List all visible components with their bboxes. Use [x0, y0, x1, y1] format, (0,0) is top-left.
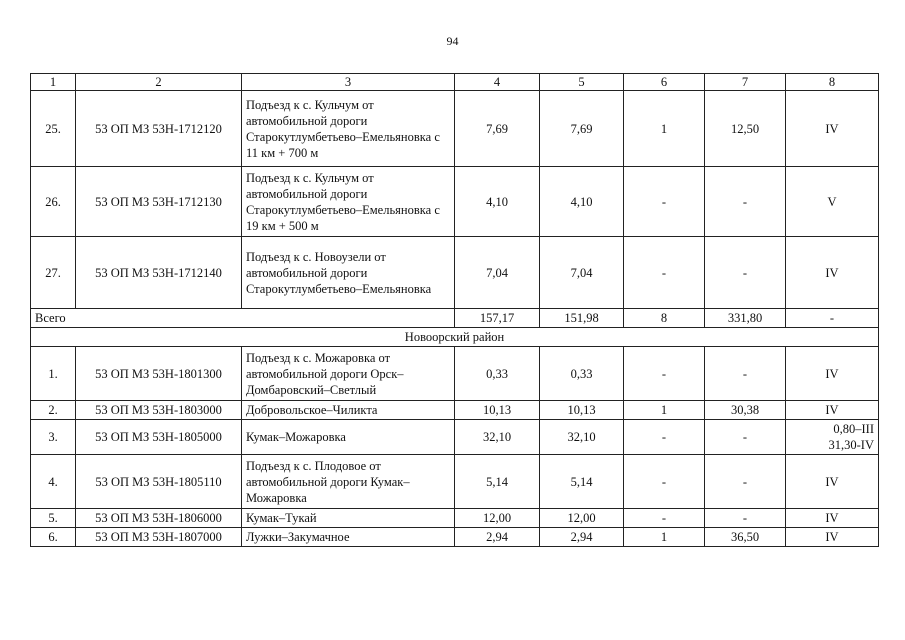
column-number: 2	[76, 74, 242, 91]
row-number: 1.	[31, 347, 76, 401]
table-row	[31, 455, 879, 509]
cell-col4: 2,94	[455, 528, 540, 547]
cell-col7: -	[705, 237, 786, 309]
road-code: 53 ОП МЗ 53Н-1803000	[76, 401, 242, 420]
cell-col6: -	[624, 420, 705, 455]
road-code: 53 ОП МЗ 53Н-1712130	[76, 167, 242, 237]
road-name: Лужки–Закумачное	[242, 528, 455, 547]
road-register-table	[30, 73, 879, 547]
cell-col8: V	[786, 167, 879, 237]
cell-col7: 30,38	[705, 401, 786, 420]
cell-col5: 10,13	[540, 401, 624, 420]
cell-col4: 32,10	[455, 420, 540, 455]
table-row	[31, 420, 879, 455]
road-code: 53 ОП МЗ 53Н-1712120	[76, 91, 242, 167]
cell-col6: -	[624, 167, 705, 237]
cell-col6: 1	[624, 401, 705, 420]
table-row	[31, 401, 879, 420]
road-name: Подъезд к с. Кульчум от автомобильной дороги Старокутлумбетьево–Емельяновка с 11 км + 700 м	[242, 91, 455, 167]
row-number: 27.	[31, 237, 76, 309]
road-code: 53 ОП МЗ 53Н-1806000	[76, 509, 242, 528]
column-number: 4	[455, 74, 540, 91]
road-code: 53 ОП МЗ 53Н-1805110	[76, 455, 242, 509]
column-number: 1	[31, 74, 76, 91]
table-row	[31, 91, 879, 167]
cell-col8: IV	[786, 91, 879, 167]
cell-col8: 0,80–III 31,30-IV	[786, 420, 879, 455]
column-number: 5	[540, 74, 624, 91]
total-col4: 157,17	[455, 309, 540, 328]
total-row	[31, 309, 879, 328]
cell-col8: IV	[786, 509, 879, 528]
total-col6: 8	[624, 309, 705, 328]
page-number: 94	[446, 34, 459, 48]
total-col7: 331,80	[705, 309, 786, 328]
cell-col8: IV	[786, 401, 879, 420]
row-number: 6.	[31, 528, 76, 547]
column-number: 7	[705, 74, 786, 91]
total-col8: -	[786, 309, 879, 328]
row-number: 5.	[31, 509, 76, 528]
cell-col7: -	[705, 347, 786, 401]
road-code: 53 ОП МЗ 53Н-1712140	[76, 237, 242, 309]
road-name: Кумак–Тукай	[242, 509, 455, 528]
cell-col4: 7,04	[455, 237, 540, 309]
road-code: 53 ОП МЗ 53Н-1801300	[76, 347, 242, 401]
column-number: 8	[786, 74, 879, 91]
cell-col8: IV	[786, 528, 879, 547]
row-number: 26.	[31, 167, 76, 237]
road-name: Добровольское–Чиликта	[242, 401, 455, 420]
cell-col5: 32,10	[540, 420, 624, 455]
cell-col8: IV	[786, 455, 879, 509]
table-row	[31, 167, 879, 237]
column-number: 6	[624, 74, 705, 91]
cell-col5: 2,94	[540, 528, 624, 547]
cell-col7: 36,50	[705, 528, 786, 547]
road-name: Подъезд к с. Новоузели от автомобильной дороги Старокутлумбетьево–Емельяновка	[242, 237, 455, 309]
cell-col7: -	[705, 167, 786, 237]
cell-col6: -	[624, 455, 705, 509]
table-row	[31, 347, 879, 401]
cell-col7: -	[705, 455, 786, 509]
road-code: 53 ОП МЗ 53Н-1807000	[76, 528, 242, 547]
row-number: 3.	[31, 420, 76, 455]
table-row	[31, 528, 879, 547]
road-name: Подъезд к с. Плодовое от автомобильной дороги Кумак–Можаровка	[242, 455, 455, 509]
section-row	[31, 328, 879, 347]
row-number: 2.	[31, 401, 76, 420]
cell-col8: IV	[786, 347, 879, 401]
cell-col4: 5,14	[455, 455, 540, 509]
column-number-row	[31, 74, 879, 91]
cell-col6: -	[624, 347, 705, 401]
row-number: 25.	[31, 91, 76, 167]
cell-col4: 4,10	[455, 167, 540, 237]
cell-col6: 1	[624, 528, 705, 547]
total-label: Всего	[31, 309, 455, 328]
road-name: Подъезд к с. Кульчум от автомобильной дороги Старокутлумбетьево–Емельяновка с 19 км + 500 м	[242, 167, 455, 237]
cell-col8: IV	[786, 237, 879, 309]
cell-col7: 12,50	[705, 91, 786, 167]
cell-col5: 12,00	[540, 509, 624, 528]
cell-col4: 7,69	[455, 91, 540, 167]
cell-col6: -	[624, 509, 705, 528]
road-name: Подъезд к с. Можаровка от автомобильной дороги Орск–Домбаровский–Светлый	[242, 347, 455, 401]
table-row	[31, 237, 879, 309]
cell-col4: 0,33	[455, 347, 540, 401]
cell-col7: -	[705, 420, 786, 455]
cell-col4: 12,00	[455, 509, 540, 528]
cell-col6: 1	[624, 91, 705, 167]
cell-col5: 0,33	[540, 347, 624, 401]
road-name: Кумак–Можаровка	[242, 420, 455, 455]
row-number: 4.	[31, 455, 76, 509]
road-code: 53 ОП МЗ 53Н-1805000	[76, 420, 242, 455]
cell-col7: -	[705, 509, 786, 528]
cell-col5: 7,04	[540, 237, 624, 309]
section-title: Новоорский район	[31, 328, 879, 347]
column-number: 3	[242, 74, 455, 91]
cell-col4: 10,13	[455, 401, 540, 420]
cell-col6: -	[624, 237, 705, 309]
table-row	[31, 509, 879, 528]
cell-col5: 7,69	[540, 91, 624, 167]
cell-col5: 4,10	[540, 167, 624, 237]
total-col5: 151,98	[540, 309, 624, 328]
cell-col5: 5,14	[540, 455, 624, 509]
